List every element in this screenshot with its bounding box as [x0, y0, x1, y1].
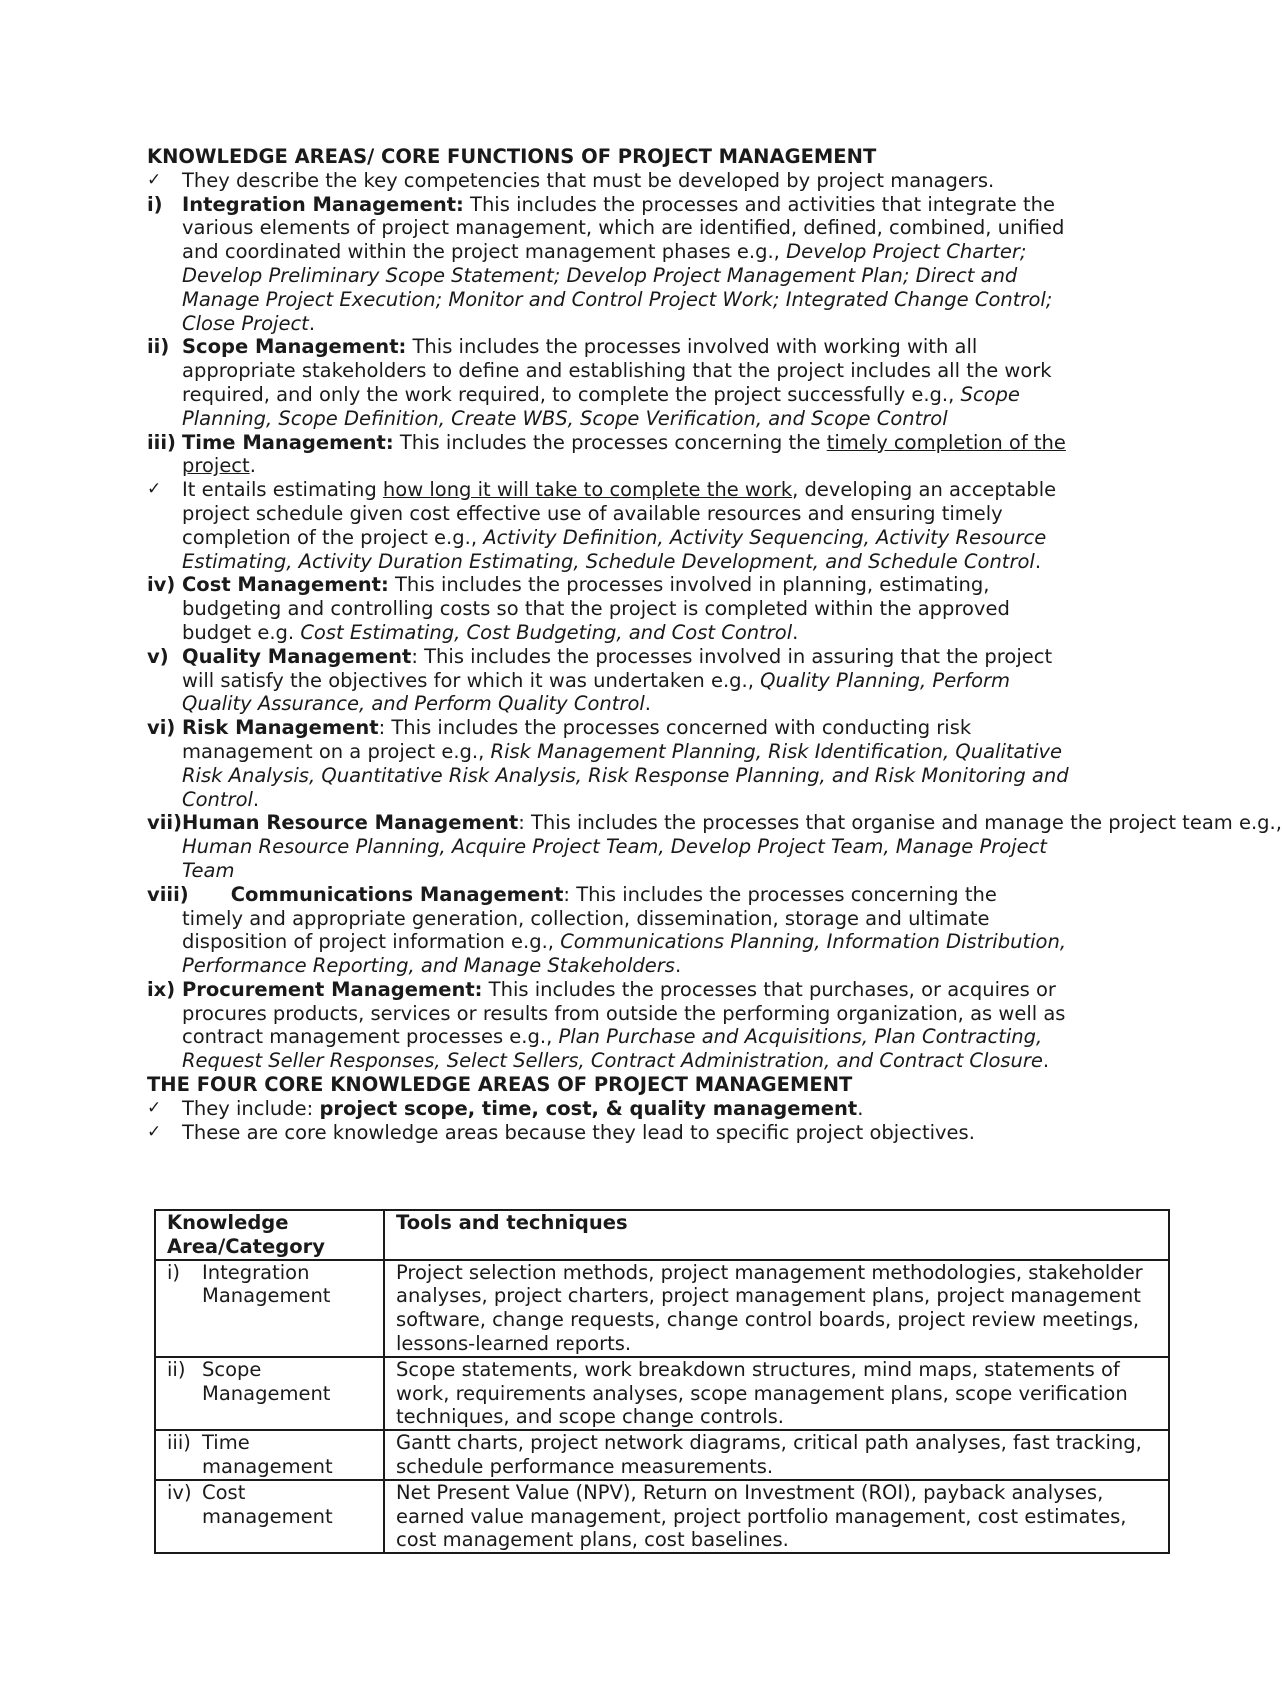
- underlined-phrase: how long it will take to complete the work: [382, 478, 793, 502]
- item-examples: Plan Purchase and Acquisitions, Plan Contracting, Request Seller Responses, Select Sellers, Contract Administration, and Contract Closure: [182, 1025, 1043, 1073]
- checkmark-icon: ✓: [147, 1121, 162, 1142]
- item-examples: Human Resource Planning, Acquire Project Team, Develop Project Team, Manage Project Team: [182, 835, 1047, 882]
- item-examples: Communications Planning, Information Distribution, Performance Reporting, and Manage Stakeholders: [182, 930, 1067, 978]
- item-title: Human Resource Management: [182, 811, 519, 835]
- bullet-item: [147, 1121, 1077, 1145]
- tools-cell: Gantt charts, project network diagrams, critical path analyses, fast tracking, schedule performance measurements.: [384, 1430, 1169, 1480]
- table-row: [155, 1357, 1169, 1430]
- tools-cell: Net Present Value (NPV), Return on Investment (ROI), payback analyses, earned value management, project portfolio management, cost estimates, cost management plans, cost baselines.: [384, 1480, 1169, 1553]
- checkmark-icon: ✓: [147, 479, 162, 500]
- knowledge-areas-table: [154, 1209, 1170, 1554]
- list-item: viii) Communications Management: This includes the processes concerning the timely and appropriate generation, collection, dissemination, storage and ultimate disposition of project information e.g., Communications Planning, Information Distribution, Performance Reporting, and Manage Stakeholders.: [147, 882, 1067, 978]
- item-examples: Quality Planning, Perform Quality Assurance, and Perform Quality Control: [182, 668, 1011, 716]
- section-heading: KNOWLEDGE AREAS/ CORE FUNCTIONS OF PROJECT MANAGEMENT: [147, 145, 877, 168]
- item-description: timely and appropriate generation, collection, dissemination, storage and ultimate disposition of project information e.g.,: [182, 906, 990, 954]
- bullet-item: ✓ It entails estimating how long it will take to complete the work, developing an acceptable project schedule given cost effective use of available resources and ensuring timely completion of the project e.g., Activity Definition, Activity Sequencing, Activity Resource Estimating, Activity Duration Estimating, Schedule Development, and Schedule Control.: [147, 478, 1057, 573]
- category-cell: Cost management: [202, 1480, 333, 1528]
- category-cell: Time management: [202, 1431, 333, 1478]
- table-row: [155, 1480, 1169, 1553]
- list-marker: v): [147, 644, 169, 668]
- list-item: [147, 811, 1282, 882]
- item-title: Time Management:: [182, 430, 394, 454]
- item-description: : This includes the processes involved in assuring that the project will satisfy the objectives for which it was undertaken e.g.,: [182, 644, 1053, 692]
- list-marker: ix): [147, 977, 176, 1001]
- item-title: Integration Management:: [182, 192, 464, 216]
- list-item: [147, 335, 1077, 430]
- item-examples: Activity Definition, Activity Sequencing, Activity Resource Estimating, Activity Duration Estimating, Schedule Development, and Schedule Control: [182, 525, 1047, 573]
- tools-cell: Scope statements, work breakdown structures, mind maps, statements of work, requirements analyses, scope management plans, scope verification techniques, and scope change controls.: [384, 1357, 1169, 1430]
- item-description: This includes the processes that purchases, or acquires or procures products, services or results from outside the performing organization, as well as contract management processes e.g.,: [182, 977, 1066, 1049]
- list-marker: i): [147, 192, 163, 216]
- item-description: : This includes the processes that organise and manage the project team e.g.,: [518, 811, 1282, 835]
- category-cell: Scope Management: [202, 1357, 331, 1405]
- item-description: This includes the processes concerning the: [393, 430, 827, 454]
- item-description: This includes the processes and activities that integrate the various elements of project management, which are identified, defined, combined, unified and coordinated within the project management phases e.g.,: [182, 192, 1065, 264]
- item-title: Scope Management:: [182, 335, 407, 359]
- column-header: Tools and techniques: [384, 1210, 1169, 1260]
- bullet-item: [147, 169, 1077, 193]
- checkmark-icon: ✓: [147, 1097, 162, 1118]
- item-title: Risk Management: [182, 716, 379, 740]
- item-description: : This includes the processes concerned with conducting risk management on a project e.g.,: [182, 716, 972, 763]
- item-examples: Scope Planning, Scope Definition, Create WBS, Scope Verification, and Scope Control: [182, 382, 1020, 430]
- column-header: Knowledge Area/Category: [155, 1210, 384, 1260]
- tools-cell: Project selection methods, project management methodologies, stakeholder analyses, project charters, project management plans, project management software, change requests, change control boards, project review meetings, lessons-learned reports.: [384, 1260, 1169, 1357]
- bullet-text: They describe the key competencies that must be developed by project managers.: [182, 168, 995, 192]
- bullet-item: ✓ They include: project scope, time, cost, & quality management.: [147, 1096, 864, 1120]
- document-body: [147, 145, 1282, 1144]
- item-description: This includes the processes involved in planning, estimating, budgeting and controlling costs so that the project is completed within the approved budget e.g.: [182, 573, 1010, 644]
- row-number: i): [167, 1260, 181, 1284]
- item-description: : This includes the processes concerning the: [563, 882, 997, 906]
- bullet-text: These are core knowledge areas because they lead to specific project objectives.: [182, 1120, 975, 1144]
- row-number: ii): [167, 1357, 186, 1381]
- list-item: v) Quality Management: This includes the processes involved in assuring that the project will satisfy the objectives for which it was undertaken e.g., Quality Planning, Perform Quality Assurance, and Perform Quality Control.: [147, 644, 1053, 716]
- underlined-phrase: timely completion of the project: [182, 430, 1066, 478]
- row-number: iii): [167, 1431, 191, 1455]
- list-marker: vii): [147, 811, 182, 835]
- list-marker: iv): [147, 573, 176, 597]
- list-item: iv) Cost Management: This includes the processes involved in planning, estimating, budgeting and controlling costs so that the project is completed within the approved budget e.g. Cost Estimating, Cost Budgeting, and Cost Control.: [147, 573, 1010, 644]
- checkmark-icon: ✓: [147, 169, 162, 190]
- item-title: Cost Management:: [182, 573, 389, 597]
- table-header-row: [155, 1210, 1169, 1260]
- item-title: Procurement Management:: [182, 977, 483, 1001]
- item-examples: Cost Estimating, Cost Budgeting, and Cost Control: [300, 620, 793, 644]
- core-areas: project scope, time, cost, & quality management: [319, 1096, 858, 1120]
- list-marker: viii): [147, 882, 189, 906]
- item-examples: Risk Management Planning, Risk Identification, Qualitative Risk Analysis, Quantitative Risk Analysis, Risk Response Planning, and Risk Monitoring and Control: [182, 739, 1069, 811]
- section-heading: THE FOUR CORE KNOWLEDGE AREAS OF PROJECT MANAGEMENT: [147, 1073, 853, 1097]
- item-examples: Develop Project Charter; Develop Preliminary Scope Statement; Develop Project Management Plan; Direct and Manage Project Execution; Monitor and Control Project Work; Integrated Change Control; Close Project: [182, 240, 1053, 335]
- category-cell: Integration Management: [202, 1260, 331, 1308]
- list-item: ix) Procurement Management: This includes the processes that purchases, or acquires or procures products, services or results from outside the performing organization, as well as contract management processes e.g., Plan Purchase and Acquisitions, Plan Contracting, Request Seller Responses, Select Sellers, Contract Administration, and Contract Closure.: [147, 977, 1066, 1073]
- item-title: Quality Management: [182, 644, 412, 668]
- list-marker: iii): [147, 430, 176, 454]
- item-description: This includes the processes involved with working with all appropriate stakeholders to define and establishing that the project includes all the work required, and only the work required, to complete the project successfully e.g.,: [182, 335, 1052, 406]
- list-marker: ii): [147, 335, 170, 359]
- list-item: vi) Risk Management: This includes the processes concerned with conducting risk management on a project e.g., Risk Management Planning, Risk Identification, Qualitative Risk Analysis, Quantitative Risk Analysis, Risk Response Planning, and Risk Monitoring and Control.: [147, 716, 1069, 811]
- table-row: [155, 1430, 1169, 1480]
- list-marker: vi): [147, 716, 176, 740]
- table-row: [155, 1260, 1169, 1357]
- list-item: iii) Time Management: This includes the processes concerning the timely completion of the project.: [147, 430, 1066, 478]
- item-title: Communications Management: [230, 882, 564, 906]
- list-item: i) Integration Management: This includes the processes and activities that integrate the various elements of project management, which are identified, defined, combined, unified and coordinated within the project management phases e.g., Develop Project Charter; Develop Preliminary Scope Statement; Develop Project Management Plan; Direct and Manage Project Execution; Monitor and Control Project Work; Integrated Change Control; Close Project.: [147, 192, 1065, 335]
- row-number: iv): [167, 1480, 192, 1504]
